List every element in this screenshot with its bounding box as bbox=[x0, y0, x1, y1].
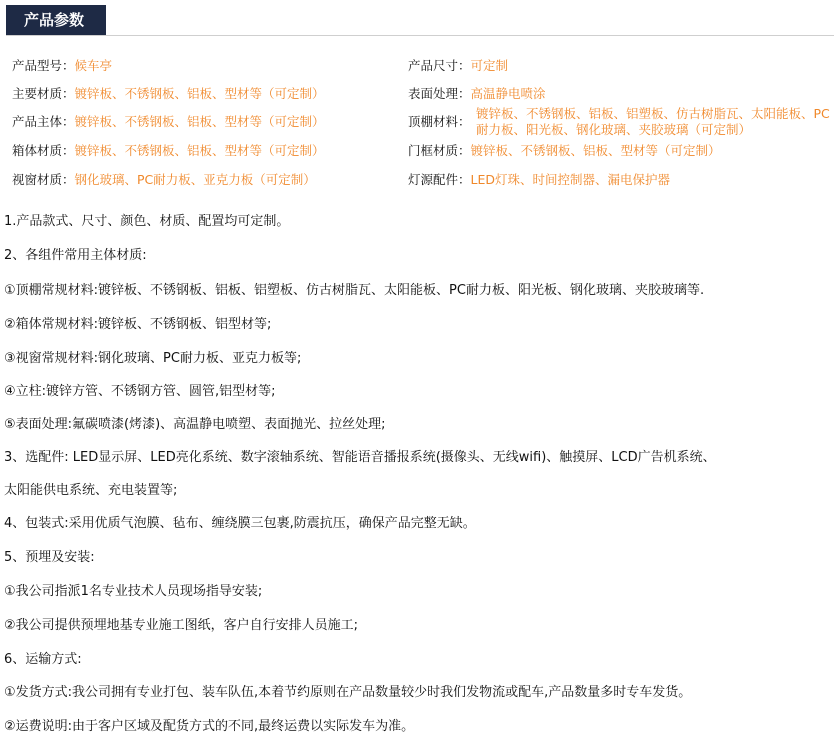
spec-value: LED灯珠、时间控制器、漏电保护器 bbox=[470, 172, 671, 187]
paragraph: 太阳能供电系统、充电装置等; bbox=[4, 483, 178, 498]
paragraph: ②运费说明:由于客户区域及配货方式的不同,最终运费以实际发车为准。 bbox=[4, 719, 415, 734]
spec-label: 箱体材质： bbox=[12, 143, 75, 158]
paragraph: 4、包装式:采用优质气泡膜、毡布、缠绕膜三包裹,防震抗压，确保产品完整无缺。 bbox=[4, 516, 476, 531]
paragraph: 1.产品款式、尺寸、颜色、材质、配置均可定制。 bbox=[4, 214, 290, 229]
spec-value: 高温静电喷涂 bbox=[470, 86, 546, 101]
spec-window bbox=[12, 172, 316, 188]
paragraph: ①发货方式:我公司拥有专业打包、装车队伍,本着节约原则在产品数量较少时我们发物流或配车,产品数量多时专车发货。 bbox=[4, 685, 692, 700]
paragraph: 3、选配件: LED显示屏、LED亮化系统、数字滚轴系统、智能语音播报系统(摄像头、无线wifi)、触摸屏、LCD广告机系统、 bbox=[4, 450, 716, 465]
spec-size bbox=[408, 58, 508, 74]
paragraph: ④立柱:镀锌方管、不锈钢方管、圆管,铝型材等; bbox=[4, 384, 276, 399]
paragraph: ②箱体常规材料:镀锌板、不锈钢板、铝型材等; bbox=[4, 317, 272, 332]
spec-body bbox=[12, 114, 325, 130]
paragraph: ①顶棚常规材料:镀锌板、不锈钢板、铝板、铝塑板、仿古树脂瓦、太阳能板、PC耐力板、阳光板、钢化玻璃、夹胶玻璃等. bbox=[4, 283, 705, 298]
spec-label: 灯源配件： bbox=[408, 172, 471, 187]
spec-label: 主要材质： bbox=[12, 86, 75, 101]
spec-roof bbox=[408, 106, 838, 138]
spec-label: 视窗材质： bbox=[12, 172, 75, 187]
spec-box bbox=[12, 143, 325, 159]
paragraph: ⑤表面处理:氟碳喷漆(烤漆)、高温静电喷塑、表面抛光、拉丝处理; bbox=[4, 417, 386, 432]
spec-label: 门框材质： bbox=[408, 143, 471, 158]
spec-label: 表面处理： bbox=[408, 86, 471, 101]
section-title: 产品参数 bbox=[6, 5, 106, 35]
spec-surface bbox=[408, 86, 546, 102]
spec-value: 候车亭 bbox=[74, 58, 113, 73]
paragraph: 2、各组件常用主体材质: bbox=[4, 248, 147, 263]
spec-main-material bbox=[12, 86, 325, 102]
paragraph: ③视窗常规材料:钢化玻璃、PC耐力板、亚克力板等; bbox=[4, 351, 302, 366]
spec-label: 产品尺寸： bbox=[408, 58, 471, 73]
spec-label: 产品主体： bbox=[12, 114, 75, 129]
spec-value: 镀锌板、不锈钢板、铝板、型材等（可定制） bbox=[74, 86, 325, 101]
spec-label: 顶棚材料： bbox=[408, 114, 471, 129]
spec-light bbox=[408, 172, 670, 188]
spec-value: 钢化玻璃、PC耐力板、亚克力板（可定制） bbox=[74, 172, 316, 187]
spec-value: 镀锌板、不锈钢板、铝板、铝塑板、仿古树脂瓦、太阳能板、PC耐力板、阳光板、钢化玻璃、夹胶玻璃（可定制） bbox=[476, 106, 830, 137]
paragraph: 6、运输方式: bbox=[4, 652, 82, 667]
spec-model bbox=[12, 58, 112, 74]
spec-label: 产品型号： bbox=[12, 58, 75, 73]
spec-value: 镀锌板、不锈钢板、铝板、型材等（可定制） bbox=[74, 143, 325, 158]
spec-value: 镀锌板、不锈钢板、铝板、型材等（可定制） bbox=[470, 143, 721, 158]
spec-value: 镀锌板、不锈钢板、铝板、型材等（可定制） bbox=[74, 114, 325, 129]
spec-frame bbox=[408, 143, 721, 159]
paragraph: 5、预埋及安装: bbox=[4, 550, 95, 565]
paragraph: ②我公司提供预埋地基专业施工图纸，客户自行安排人员施工; bbox=[4, 618, 359, 633]
spec-value: 可定制 bbox=[470, 58, 509, 73]
paragraph: ①我公司指派1名专业技术人员现场指导安装; bbox=[4, 584, 263, 599]
section-divider bbox=[6, 35, 834, 36]
